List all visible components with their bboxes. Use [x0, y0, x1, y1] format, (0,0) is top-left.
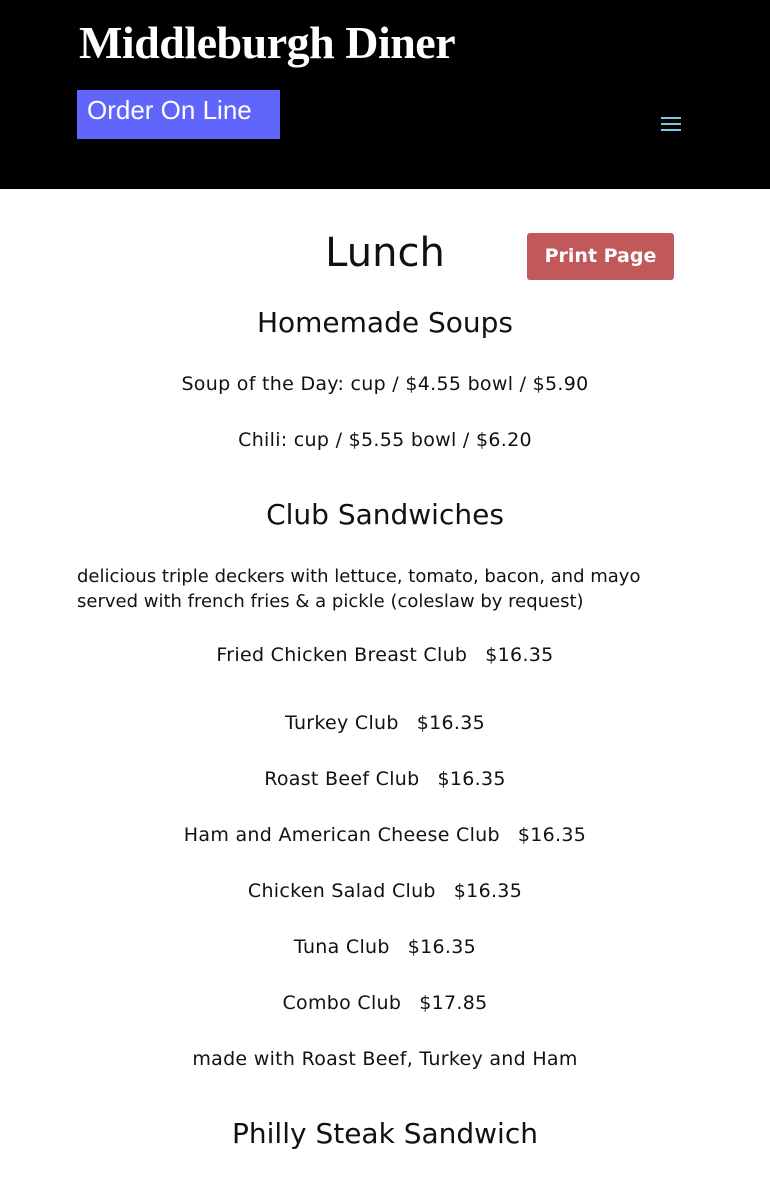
menu-item-chili: Chili: cup / $5.55 bowl / $6.20: [238, 429, 532, 451]
page-title: Lunch: [325, 230, 445, 276]
menu-item-name: Ham and American Cheese Club: [183, 824, 500, 846]
section-heading-soups: Homemade Soups: [256, 306, 514, 339]
menu-item-name: Turkey Club: [284, 712, 399, 734]
order-online-button[interactable]: Order On Line: [77, 90, 280, 139]
menu-item-name: Tuna Club: [293, 936, 390, 958]
section-heading-clubs: Club Sandwiches: [266, 498, 504, 531]
clubs-description: [77, 564, 697, 614]
menu-item-soup-of-the-day: Soup of the Day: cup / $4.55 bowl / $5.90: [181, 373, 589, 395]
menu-item: [0, 712, 770, 734]
menu-item: [0, 992, 770, 1014]
site-header: [0, 0, 770, 189]
menu-item-price: $16.35: [437, 768, 506, 790]
clubs-description-line-2: served with french fries & a pickle (coleslaw by request): [77, 591, 584, 612]
hamburger-menu-icon[interactable]: [661, 117, 681, 131]
menu-item-price: $17.85: [419, 992, 488, 1014]
section-heading-philly: Philly Steak Sandwich: [232, 1117, 538, 1150]
print-page-button[interactable]: Print Page: [527, 233, 674, 280]
combo-note: made with Roast Beef, Turkey and Ham: [192, 1048, 578, 1070]
site-title[interactable]: Middleburgh Diner: [79, 17, 456, 68]
menu-item-name: Fried Chicken Breast Club: [216, 644, 468, 666]
menu-item-name: Chicken Salad Club: [247, 880, 436, 902]
menu-item: [0, 768, 770, 790]
menu-item-price: $16.35: [485, 644, 554, 666]
menu-item-name: Roast Beef Club: [264, 768, 420, 790]
menu-item-price: $16.35: [416, 712, 486, 734]
menu-item: [0, 880, 770, 902]
menu-item-price: $16.35: [453, 880, 523, 902]
menu-item: [0, 824, 770, 846]
menu-item-name: Combo Club: [282, 992, 402, 1014]
menu-item: [0, 936, 770, 958]
menu-item: [0, 644, 770, 666]
clubs-description-line-1: delicious triple deckers with lettuce, tomato, bacon, and mayo: [77, 566, 641, 587]
menu-item-price: $16.35: [407, 936, 477, 958]
menu-item-price: $16.35: [517, 824, 587, 846]
